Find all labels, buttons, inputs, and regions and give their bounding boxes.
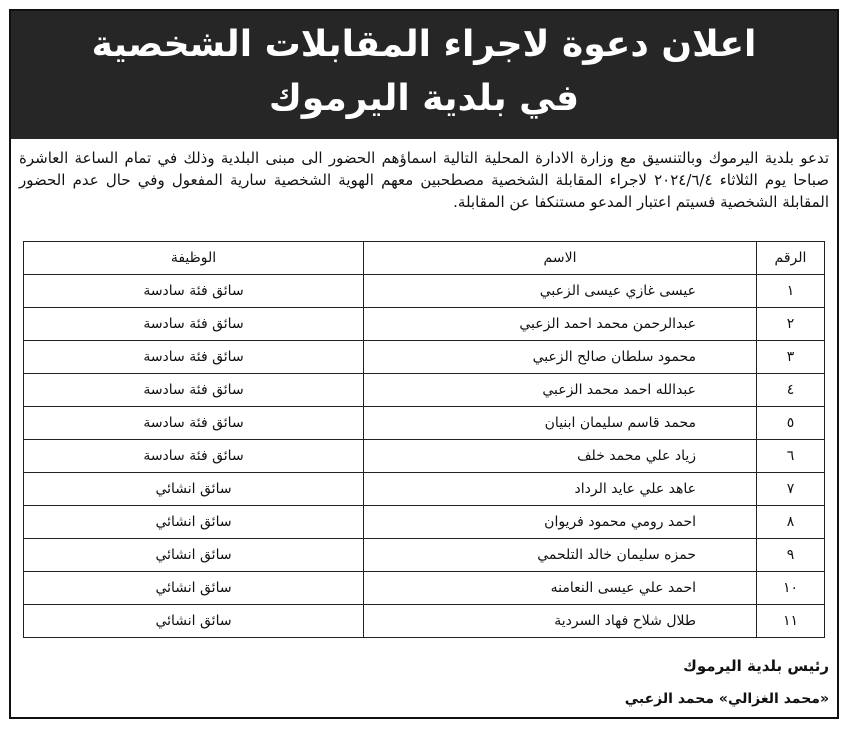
header-number: الرقم <box>757 242 825 275</box>
cell-name: طلال شلاح فهاد السردية <box>364 605 757 638</box>
table-row <box>24 506 825 539</box>
table-header-row <box>24 242 825 275</box>
cell-number: ١٠ <box>757 572 825 605</box>
header-job: الوظيفة <box>24 242 364 275</box>
cell-name: زياد علي محمد خلف <box>364 440 757 473</box>
intro-text: تدعو بلدية اليرموك وبالتنسيق مع وزارة الادارة المحلية التالية اسماؤهم الحضور الى مبنى البلدية وذلك في تمام الساعة العاشرة صباحا يوم الثلاثاء ٢٠٢٤/٦/٤ لاجراء المقابلة الشخصية مصطحبين معهم الهوية الشخصية سارية المفعول وفي حال عدم الحضور المقابلة الشخصية فسيتم اعتبار المدعو مستنكفا عن المقابلة. <box>19 149 829 211</box>
cell-job: سائق انشائي <box>24 572 364 605</box>
header-name: الاسم <box>364 242 757 275</box>
cell-job: سائق انشائي <box>24 605 364 638</box>
cell-job: سائق انشائي <box>24 473 364 506</box>
signature-title: رئيس بلدية اليرموك <box>683 657 829 675</box>
table-row <box>24 374 825 407</box>
cell-number: ٣ <box>757 341 825 374</box>
cell-name: عبدالله احمد محمد الزعبي <box>364 374 757 407</box>
table-row <box>24 341 825 374</box>
cell-name: عبدالرحمن محمد احمد الزعبي <box>364 308 757 341</box>
cell-number: ٢ <box>757 308 825 341</box>
header-title-line1: اعلان دعوة لاجراء المقابلات الشخصية <box>91 24 757 65</box>
intro-paragraph <box>19 147 829 213</box>
cell-number: ١١ <box>757 605 825 638</box>
cell-job: سائق فئة سادسة <box>24 341 364 374</box>
cell-job: سائق فئة سادسة <box>24 440 364 473</box>
cell-job: سائق فئة سادسة <box>24 407 364 440</box>
candidates-table <box>23 241 825 638</box>
cell-number: ٦ <box>757 440 825 473</box>
cell-name: عيسى غازي عيسى الزعبي <box>364 275 757 308</box>
table-row <box>24 605 825 638</box>
cell-number: ٨ <box>757 506 825 539</box>
cell-job: سائق انشائي <box>24 539 364 572</box>
table-row <box>24 473 825 506</box>
table-row <box>24 308 825 341</box>
cell-name: احمد رومي محمود فريوان <box>364 506 757 539</box>
cell-job: سائق فئة سادسة <box>24 275 364 308</box>
table-row <box>24 572 825 605</box>
cell-number: ٤ <box>757 374 825 407</box>
cell-number: ٧ <box>757 473 825 506</box>
table-row <box>24 440 825 473</box>
cell-job: سائق انشائي <box>24 506 364 539</box>
header-banner <box>11 11 837 139</box>
cell-number: ١ <box>757 275 825 308</box>
table-row <box>24 407 825 440</box>
cell-number: ٥ <box>757 407 825 440</box>
cell-name: عاهد علي عايد الرداد <box>364 473 757 506</box>
header-title-line2: في بلدية اليرموك <box>268 78 580 119</box>
cell-name: محمود سلطان صالح الزعبي <box>364 341 757 374</box>
table-row <box>24 539 825 572</box>
announcement-frame <box>9 9 839 719</box>
cell-name: حمزه سليمان خالد التلحمي <box>364 539 757 572</box>
cell-job: سائق فئة سادسة <box>24 308 364 341</box>
cell-name: محمد قاسم سليمان ابنيان <box>364 407 757 440</box>
cell-name: احمد علي عيسى النعامنه <box>364 572 757 605</box>
cell-number: ٩ <box>757 539 825 572</box>
table-row <box>24 275 825 308</box>
cell-job: سائق فئة سادسة <box>24 374 364 407</box>
signature-name: «محمد الغزالي» محمد الزعبي <box>624 691 829 707</box>
